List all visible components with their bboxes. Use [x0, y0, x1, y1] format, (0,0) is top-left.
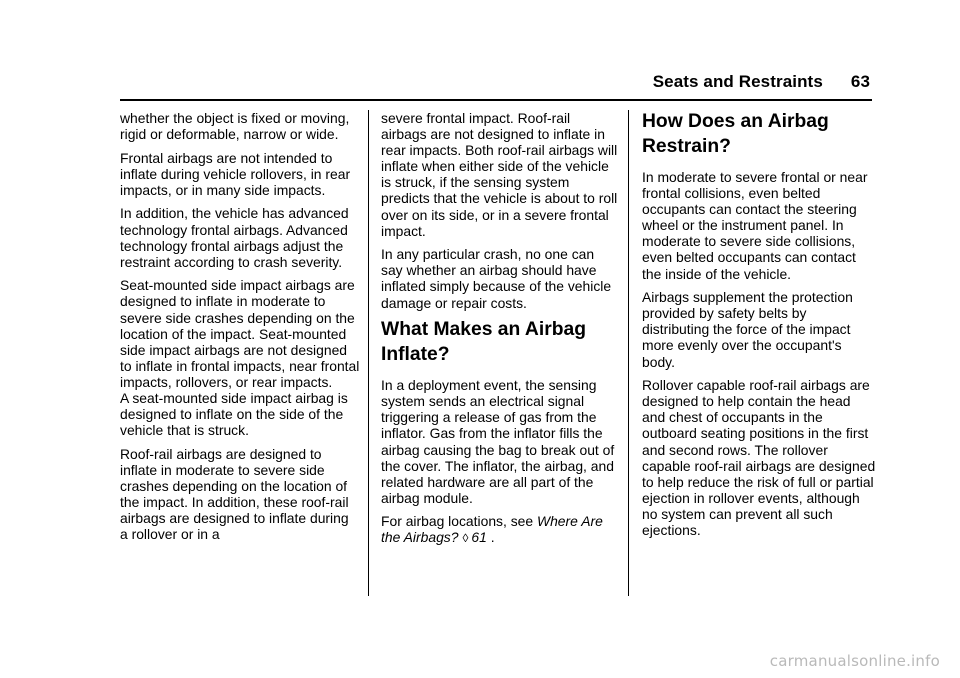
- paragraph: [381, 513, 619, 546]
- page-header: [653, 72, 870, 92]
- paragraph: Rollover capable roof-rail airbags are designed to help contain the head and chest of occupants in the outboard seating positions in the first and second rows. The rollover capable roof-rail airbags are designed to help reduce the risk of full or partial ejection in rollover events, although no system can prevent all such ejections.: [642, 377, 876, 538]
- column-divider: [628, 110, 629, 596]
- paragraph: Airbags supplement the protection provided by safety belts by distributing the force of the impact more evenly over the occupant's body.: [642, 289, 853, 370]
- header-rule: [120, 99, 872, 101]
- column-divider: [368, 110, 369, 596]
- paragraph: [120, 277, 360, 390]
- paragraph-text: For airbag locations, see: [381, 513, 537, 530]
- paragraph: Roof-rail airbags are designed to inflate in moderate to severe side crashes depending on the location of the impact. In addition, these roof-rail airbags are designed to inflate during a rollover or in a: [120, 445, 349, 543]
- column-3: [642, 110, 877, 546]
- cross-reference-link[interactable]: Where Are the Airbags?: [381, 513, 603, 546]
- section-heading: How Does an Airbag Restrain?: [642, 111, 829, 157]
- paragraph: In any particular crash, no one can say whether an airbag should have inflated simply because of the vehicle damage or repair costs.: [381, 246, 612, 311]
- paragraph: whether the object is fixed or moving, rigid or deformable, narrow or wide.: [120, 110, 350, 143]
- watermark: carmanualsonline.info: [769, 652, 940, 670]
- paragraph: Frontal airbags are not intended to inflate during vehicle rollovers, in rear impacts, or in many side impacts.: [120, 149, 351, 198]
- section-heading: What Makes an Airbag Inflate?: [381, 319, 586, 365]
- paragraph: In addition, the vehicle has advanced technology frontal airbags. Advanced technology frontal airbags adjust the restraint according to crash severity.: [120, 205, 349, 270]
- section-title: Seats and Restraints: [652, 72, 823, 91]
- page-number: 63: [850, 72, 870, 91]
- paragraph-text: .: [486, 529, 495, 546]
- paragraph: In moderate to severe frontal or near frontal collisions, even belted occupants can contact the steering wheel or the instrument panel. In moderate to severe side collisions, even belted occupants can contact the inside of the vehicle.: [642, 169, 868, 282]
- paragraph: A seat-mounted side impact airbag is designed to inflate on the side of the vehicle that is struck.: [120, 390, 348, 439]
- reference-page-number[interactable]: 61: [471, 529, 487, 546]
- page-reference-icon: ◊: [462, 531, 469, 546]
- column-2: [381, 110, 619, 554]
- paragraph-text: Seat-mounted side impact airbags are designed to inflate in moderate to severe side crashes depending on the location of the impact. Seat-mounted side impact airbags are not designed to inflate in frontal impacts, near frontal impacts, rollovers, or rear impacts.: [120, 277, 360, 390]
- paragraph: In a deployment event, the sensing system sends an electrical signal triggering a release of gas from the inflator. Gas from the inflator fills the airbag causing the bag to break out of the cover. The inflator, the airbag, and related hardware are all part of the airbag module.: [381, 377, 615, 506]
- column-1: [120, 110, 360, 550]
- paragraph: severe frontal impact. Roof-rail airbags are not designed to inflate in rear impacts. Both roof-rail airbags will inflate when either side of the vehicle is struck, if the sensing system predicts that the vehicle is about to roll over on its side, or in a severe frontal impact.: [381, 110, 618, 239]
